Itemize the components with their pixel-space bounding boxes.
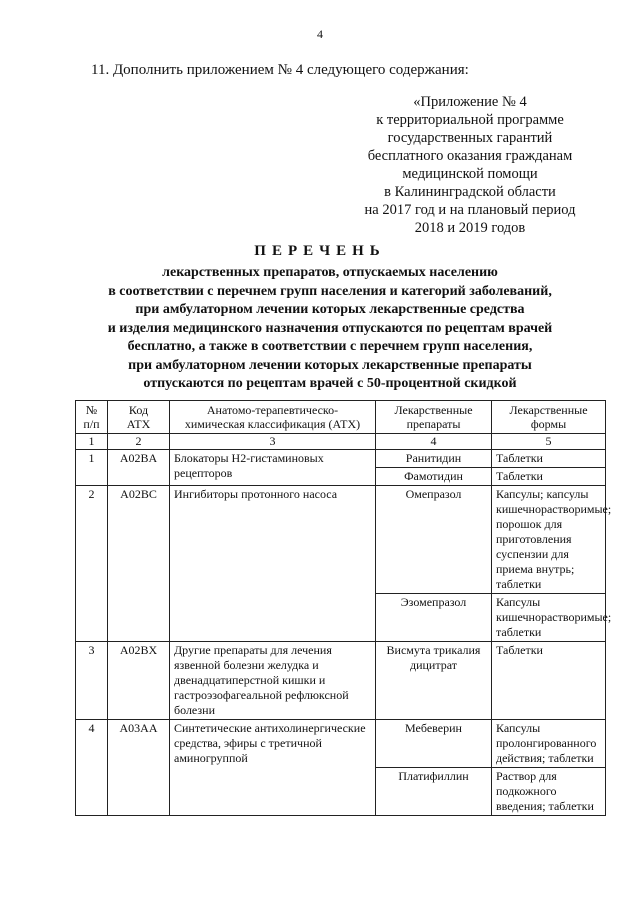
subtitle-line: отпускаются по рецептам врачей с 50-процентной скидкой <box>143 376 517 391</box>
table-row <box>76 486 606 594</box>
atc-code: A03AA <box>108 720 170 816</box>
drug-name: Ранитидин <box>376 450 492 468</box>
subtitle-line: лекарственных препаратов, отпускаемых населению <box>162 265 498 280</box>
atc-classification: Другие препараты для лечения язвенной болезни желудка и двенадцатиперстной кишки и гастроэзофагеальной рефлюксной болезни <box>170 642 376 720</box>
subtitle-line: при амбулаторном лечении которых лекарственные препараты <box>128 357 532 373</box>
drug-form: Капсулы пролонгированного действия; таблетки <box>492 720 606 768</box>
index-cell: 1 <box>76 434 108 450</box>
row-number: 1 <box>76 450 108 486</box>
atc-classification: Синтетические антихолинергические средства, эфиры с третичной аминогруппой <box>170 720 376 816</box>
drug-form: Таблетки <box>492 450 606 468</box>
subtitle-line: в соответствии с перечнем групп населения и категорий заболеваний, <box>108 283 552 299</box>
atc-code: A02BC <box>108 486 170 642</box>
appendix-line: бесплатного оказания гражданам <box>367 148 573 164</box>
drug-name: Мебеверин <box>376 720 492 768</box>
index-cell: 3 <box>170 434 376 450</box>
appendix-line: в Калининградской области <box>384 184 556 200</box>
index-cell: 2 <box>108 434 170 450</box>
table-header-row <box>76 401 606 434</box>
row-number: 4 <box>76 720 108 816</box>
appendix-heading <box>340 93 600 237</box>
subtitle-line: бесплатно, а также в соответствии с перечнем групп населения, <box>127 339 533 354</box>
drug-form: Таблетки <box>492 468 606 486</box>
drug-form: Капсулы кишечнорастворимые; таблетки <box>492 594 606 642</box>
atc-code: A02BX <box>108 642 170 720</box>
atc-code: A02BA <box>108 450 170 486</box>
header-drugs: Лекарственные препараты <box>376 401 492 434</box>
row-number: 2 <box>76 486 108 642</box>
drug-name: Висмута трикалия дицитрат <box>376 642 492 720</box>
appendix-line: на 2017 год и на плановый период <box>364 202 576 218</box>
drug-name: Эзомепразол <box>376 594 492 642</box>
table-index-row <box>76 434 606 450</box>
header-forms: Лекарственные формы <box>492 401 606 434</box>
appendix-line: государственных гарантий <box>387 130 553 146</box>
header-number: № п/п <box>76 401 108 434</box>
subtitle-line: и изделия медицинского назначения отпускаются по рецептам врачей <box>107 320 553 336</box>
amendment-text: 11. Дополнить приложением № 4 следующего содержания: <box>91 62 469 78</box>
drug-form: Раствор для подкожного введения; таблетки <box>492 768 606 816</box>
row-number: 3 <box>76 642 108 720</box>
appendix-line: «Приложение № 4 <box>413 94 527 110</box>
table-row <box>76 450 606 468</box>
document-title: ПЕРЕЧЕНЬ <box>254 243 386 259</box>
index-cell: 5 <box>492 434 606 450</box>
page-number: 4 <box>317 27 323 41</box>
appendix-line: 2018 и 2019 годов <box>414 220 526 236</box>
drug-name: Платифиллин <box>376 768 492 816</box>
appendix-line: медицинской помощи <box>402 166 538 182</box>
subtitle-line: при амбулаторном лечении которых лекарственные средства <box>135 302 525 317</box>
drug-name: Фамотидин <box>376 468 492 486</box>
drug-form: Таблетки <box>492 642 606 720</box>
document-subtitle <box>60 264 600 394</box>
drug-name: Омепразол <box>376 486 492 594</box>
index-cell: 4 <box>376 434 492 450</box>
table-row <box>76 642 606 720</box>
appendix-line: к территориальной программе <box>376 112 564 128</box>
table-row <box>76 720 606 768</box>
drug-list-table <box>75 400 612 816</box>
atc-classification: Блокаторы Н2-гистаминовых рецепторов <box>170 450 376 486</box>
header-atc-code: Код АТХ <box>108 401 170 434</box>
header-classification: Анатомо-терапевтическо- химическая классификация (АТХ) <box>170 401 376 434</box>
drug-form: Капсулы; капсулы кишечнорастворимые; порошок для приготовления суспензии для приема внутрь; таблетки <box>492 486 606 594</box>
atc-classification: Ингибиторы протонного насоса <box>170 486 376 642</box>
